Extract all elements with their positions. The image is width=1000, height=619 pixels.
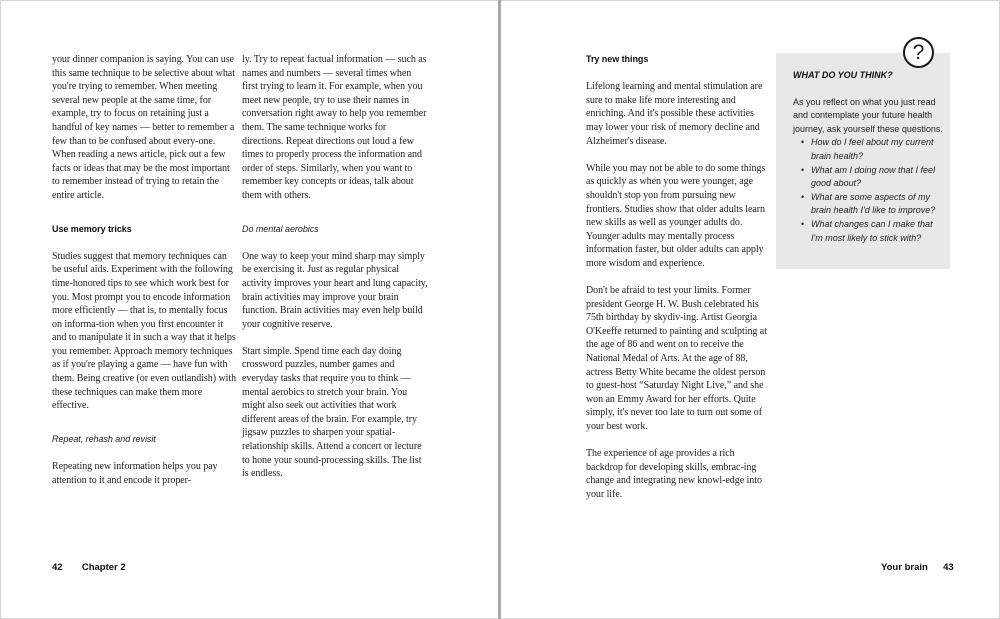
body-paragraph: Don't be afraid to test your limits. Former president George H. W. Bush celebrated his 75th birthday by skydiv-ing. Artist Georgia O'Keeffe returned to painting and sculpting at the age of 86 and went on to receive the National Medal of Arts. At the age of 88, actress Betty White became the oldest person to guest-host “Saturday Night Live,” and she won an Emmy Award for her efforts. Quite simply, it's never too late to turn out some of your best work. [586,285,767,433]
what-do-you-think-sidebar [776,53,950,269]
body-paragraph: Repeating new information helps you pay attention to it and encode it proper- [52,461,218,486]
subsection-heading: Do mental aerobics [242,223,319,234]
page-number: 42 [52,562,63,573]
running-head: Your brain [881,562,928,573]
body-paragraph: ly. Try to repeat factual information — such as names and numbers — several times when first trying to learn it. For example, when you meet new people, try to use their names in conversation right away to help you remember them. The same technique works for directions. Repeat directions out loud a few times to properly process the information and order of steps. Similarly, when you want to remember key concepts or ideas, talk about them with others. [242,54,427,201]
question-item: • What are some aspects of my brain health I'd like to improve? [803,191,945,218]
sidebar-intro: As you reflect on what you just read and contemplate your future health journey, ask yourself these questions. [793,96,943,134]
subsection-heading: Repeat, rehash and revisit [52,433,156,444]
question-item: • What changes can I make that I'm most likely to stick with? [803,218,945,245]
left-page-column-1 [52,53,238,501]
body-paragraph: One way to keep your mind sharp may simply be exercising it. Just as regular physical activity improves your heart and lung capacity, brain activities may improve your brain function. Brain activities may even help build your cognitive reserve. [242,250,428,330]
page-number: 43 [943,562,954,573]
body-paragraph: Lifelong learning and mental stimulation are sure to make life more interesting and enriching. And it's possible these activities may lower your risk of memory decline and Alzheimer's disease. [586,81,763,147]
section-heading: Use memory tricks [52,223,132,234]
page-gutter [498,0,501,619]
left-page-column-2 [242,53,428,494]
sidebar-title: WHAT DO YOU THINK? [793,70,893,80]
right-page-column [586,53,772,515]
body-paragraph: While you may not be able to do some things as quickly as when you were younger, age shouldn't stop you from pursuing new frontiers. Studies show that older adults learn new skills as well as younger adults do. Younger adults may mentally process information faster, but older adults can apply more wisdom and experience. [586,162,766,269]
body-paragraph: your dinner companion is saying. You can use this same technique to be selective about what you're trying to remember. When meeting several new people at the same time, for example, try to focus on retaining just a handful of key names — better to remember a few than to be confused about every-one. When reading a news article, pick out a few facts or ideas that may be the most important to remember instead of trying to retain the entire article. [52,54,235,201]
body-paragraph: The experience of age provides a rich backdrop for developing skills, embrac-ing change and integrating new knowl-edge into your life. [586,448,762,500]
body-paragraph: Studies suggest that memory techniques can be useful aids. Experiment with the following time-honored tips to see which work best for you. Most prompt you to encode information more efficiently — that is, to mentally focus on informa-tion when you first encounter it and to manipulate it in such a way that it helps you remember. Approach memory techniques as if you're playing a game — have fun with them. Being creative (or even outlandish) with these techniques can make them more effective. [52,250,237,412]
body-paragraph: Start simple. Spend time each day doing crossword puzzles, number games and everyday tasks that require you to think — mental aerobics to stretch your brain. You might also seek out activities that work different areas of the brain. For example, try jigsaw puzzles to sharpen your spatial-relationship skills. Attend a concert or lecture to hone your sound-processing skills. The list is endless. [242,345,422,480]
section-heading: Try new things [586,54,649,64]
left-folio [52,562,126,574]
question-mark-circle-icon: ? [903,37,934,68]
running-head: Chapter 2 [81,562,126,573]
question-item: • What am I doing now that I feel good about? [803,164,945,191]
right-folio [881,562,954,574]
question-list [793,136,945,245]
question-item: • How do I feel about my current brain health? [803,136,945,163]
